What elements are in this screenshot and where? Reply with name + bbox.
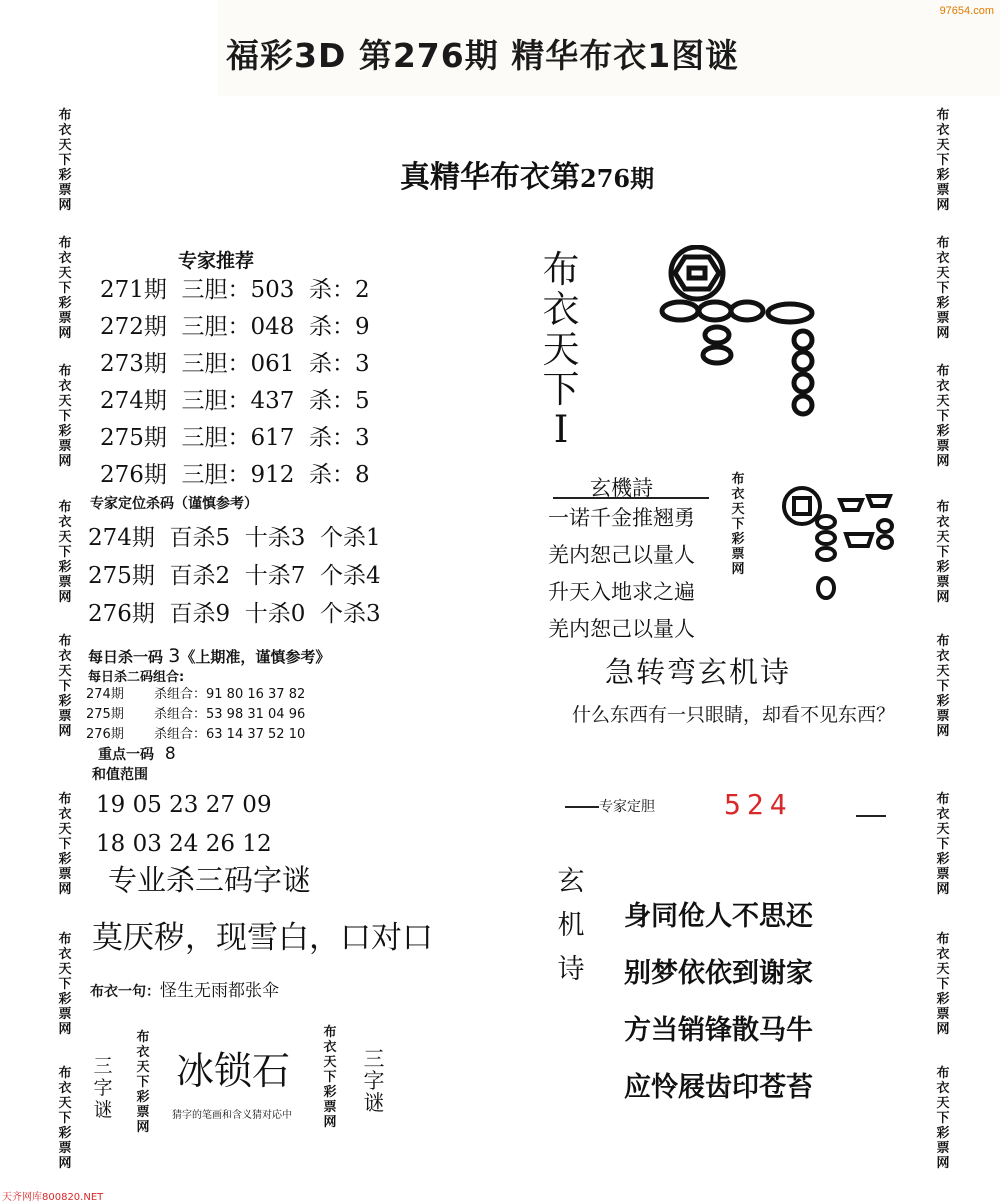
pictogram-coin-figure [655,245,825,425]
xuanji-heading: 玄機詩 [590,476,653,500]
kill-issue: 275期 [86,707,124,722]
side-watermark-label: 布衣天下彩票网 [936,634,950,739]
footer-link[interactable]: 天齐网库800820.NET [2,1192,104,1203]
main-title-text: 真精华布衣第 [400,160,580,195]
side-watermark-label: 布衣天下彩票网 [936,500,950,605]
page-title: 福彩3D 第276期 精华布衣1图谜 [226,36,740,75]
side-watermark-label: 布衣天下彩票网 [936,108,950,213]
xuanji-underline [553,497,709,499]
daily-kill-two-list [86,685,305,745]
expert-row: 272期 三胆：048 杀：9 [100,314,370,340]
sum-range-row: 19 05 23 27 09 [96,792,272,818]
side-watermark-label: 布衣天下彩票网 [936,236,950,341]
xuanji-watermark: 布衣天下彩票网 [731,472,745,577]
expert-dan-value: 524 [724,788,793,821]
kill-issue: 276期 [86,727,124,742]
side-watermark-label: 布衣天下彩票网 [58,932,72,1037]
three-char-label-right: 三字谜 [363,1047,385,1115]
side-watermark-label: 布衣天下彩票网 [58,236,72,341]
xuanji-line: 一诺千金推翘勇 [548,506,695,530]
site-badge[interactable]: 97654.com [939,5,994,17]
position-kill-heading: 专家定位杀码（谨慎参考） [90,496,258,512]
focus-code-label: 重点一码 [98,747,154,763]
position-kill-row: 276期 百杀9 十杀0 个杀3 [88,601,381,627]
poem2-side: 玄机诗 [557,866,585,985]
three-char-note: 猜字的笔画和含义猜对応中 [172,1110,292,1121]
side-watermark-label: 布衣天下彩票网 [58,500,72,605]
dash-left [565,806,599,808]
poem2-line: 方当销锋散马牛 [624,1015,813,1046]
side-watermark-label: 布衣天下彩票网 [58,1066,72,1171]
expert-dan-label: 专家定胆 [599,799,655,815]
expert-list [100,272,370,494]
side-watermark-label: 布衣天下彩票网 [936,932,950,1037]
one-line-label: 布衣一句： [90,984,160,1000]
small-watermark-left: 布衣天下彩票网 [136,1030,150,1135]
sum-range-list [96,786,272,864]
sum-range-label: 和值范围 [92,767,148,783]
main-title [400,152,654,196]
side-watermark-label: 布衣天下彩票网 [936,364,950,469]
expert-row: 271期 三胆：503 杀：2 [100,277,370,303]
side-watermark-label: 布衣天下彩票网 [936,1066,950,1171]
small-watermark-right: 布衣天下彩票网 [323,1025,337,1130]
side-watermark-label: 布衣天下彩票网 [58,792,72,897]
right-vertical-title: 布衣天下I [542,248,580,451]
sum-range-row: 18 03 24 26 12 [96,831,272,857]
poem2-line: 应怜屐齿印苍苔 [624,1072,813,1103]
riddle-heading: 专业杀三码字谜 [108,863,312,897]
main-title-issue: 276期 [580,164,655,193]
expert-row: 276期 三胆：912 杀：8 [100,462,370,488]
poem2-line: 别梦依依到谢家 [624,958,813,989]
dash-right [856,805,886,824]
expert-row: 275期 三胆：617 杀：3 [100,425,370,451]
side-watermark-label: 布衣天下彩票网 [58,108,72,213]
side-watermark-label: 布衣天下彩票网 [936,792,950,897]
xuanji-lines [548,500,695,648]
pictogram-ingot-figure [780,482,900,602]
expert-heading: 专家推荐 [178,250,255,272]
poem2-line: 身同伧人不思还 [624,901,813,932]
expert-dan-label-group [565,796,655,816]
xuanji-line: 羌内恕己以量人 [548,617,695,641]
position-kill-row: 275期 百杀2 十杀7 个杀4 [88,563,381,589]
one-line-text: 怪生无雨都张伞 [160,981,279,1001]
three-char-label-left: 三字谜 [93,1055,113,1121]
position-kill-list [88,519,381,633]
daily-kill-one-note: 《上期准，谨慎参考》 [180,648,331,666]
kill-combo: 杀组合：63 14 37 52 10 [154,727,306,742]
kill-issue: 274期 [86,687,124,702]
riddle-text: 莫厌秽，现雪白，口对口 [92,920,433,956]
turn-poem-question: 什么东西有一只眼睛，却看不见东西？ [572,704,896,726]
xuanji-line: 升天入地求之遍 [548,580,695,604]
daily-kill-one-value: 3 [168,645,181,667]
expert-row: 274期 三胆：437 杀：5 [100,388,370,414]
kill-combo: 杀组合：91 80 16 37 82 [154,687,306,702]
side-watermark-label: 布衣天下彩票网 [58,634,72,739]
focus-code-value: 8 [164,744,176,764]
turn-poem-heading: 急转弯玄机诗 [605,655,792,689]
poem2-lines [624,888,813,1116]
one-line-hint [90,976,279,1001]
xuanji-line: 羌内恕己以量人 [548,543,695,567]
daily-kill-one-label: 每日杀一码 [88,648,164,666]
three-char-word: 冰锁石 [176,1049,291,1093]
daily-kill-two-label: 每日杀二码组合: [88,670,185,685]
expert-row: 273期 三胆：061 杀：3 [100,351,370,377]
daily-kill-one [88,645,330,667]
position-kill-row: 274期 百杀5 十杀3 个杀1 [88,525,381,551]
focus-code [98,744,176,764]
kill-combo: 杀组合：53 98 31 04 96 [154,707,306,722]
side-watermark-label: 布衣天下彩票网 [58,364,72,469]
